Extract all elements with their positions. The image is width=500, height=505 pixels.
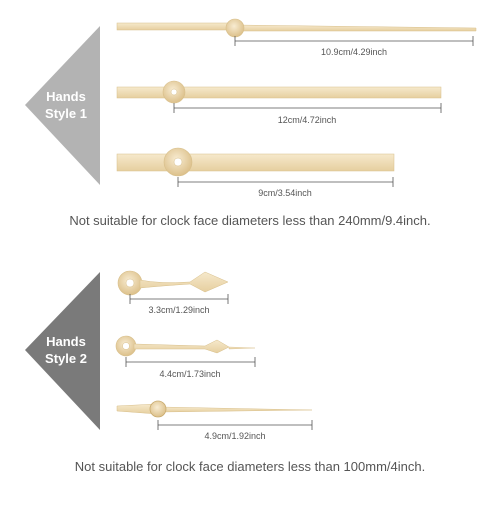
- style2-note: Not suitable for clock face diameters less than 100mm/4inch.: [74, 459, 426, 474]
- style1-second-measure: 10.9cm/4.29inch: [320, 47, 388, 57]
- style1-badge-line1: Hands: [46, 89, 86, 104]
- style2-minute-measure: 4.4cm/1.73inch: [159, 369, 221, 379]
- style1-badge-line2: Style 1: [45, 106, 87, 121]
- style2-hour-dimension: [130, 294, 228, 304]
- style1-second-hand: [117, 19, 476, 37]
- style1-minute-measure: 12cm/4.72inch: [277, 115, 337, 125]
- style2-minute-hand: [116, 336, 255, 356]
- style1-hour-measure: 9cm/3.54inch: [258, 188, 312, 198]
- style2-badge-line2: Style 2: [45, 351, 87, 366]
- style2-second-hand: [117, 401, 312, 417]
- style2-second-dimension: [158, 420, 312, 430]
- style2-minute-dimension: [126, 357, 255, 367]
- style1-hour-dimension: [178, 177, 393, 187]
- style1-note: Not suitable for clock face diameters less than 240mm/9.4inch.: [69, 213, 431, 228]
- style1-minute-hand: [117, 81, 441, 103]
- style1-minute-dimension: [174, 103, 441, 113]
- style2-hour-measure: 3.3cm/1.29inch: [148, 305, 210, 315]
- style2-badge-label: [26, 333, 106, 367]
- style1-badge-label: [26, 88, 106, 122]
- style2-hour-hand: [118, 271, 228, 295]
- style1-second-dimension: [235, 36, 473, 46]
- style2-second-measure: 4.9cm/1.92inch: [204, 431, 266, 441]
- style2-badge-line1: Hands: [46, 334, 86, 349]
- style1-hour-hand: [117, 148, 394, 176]
